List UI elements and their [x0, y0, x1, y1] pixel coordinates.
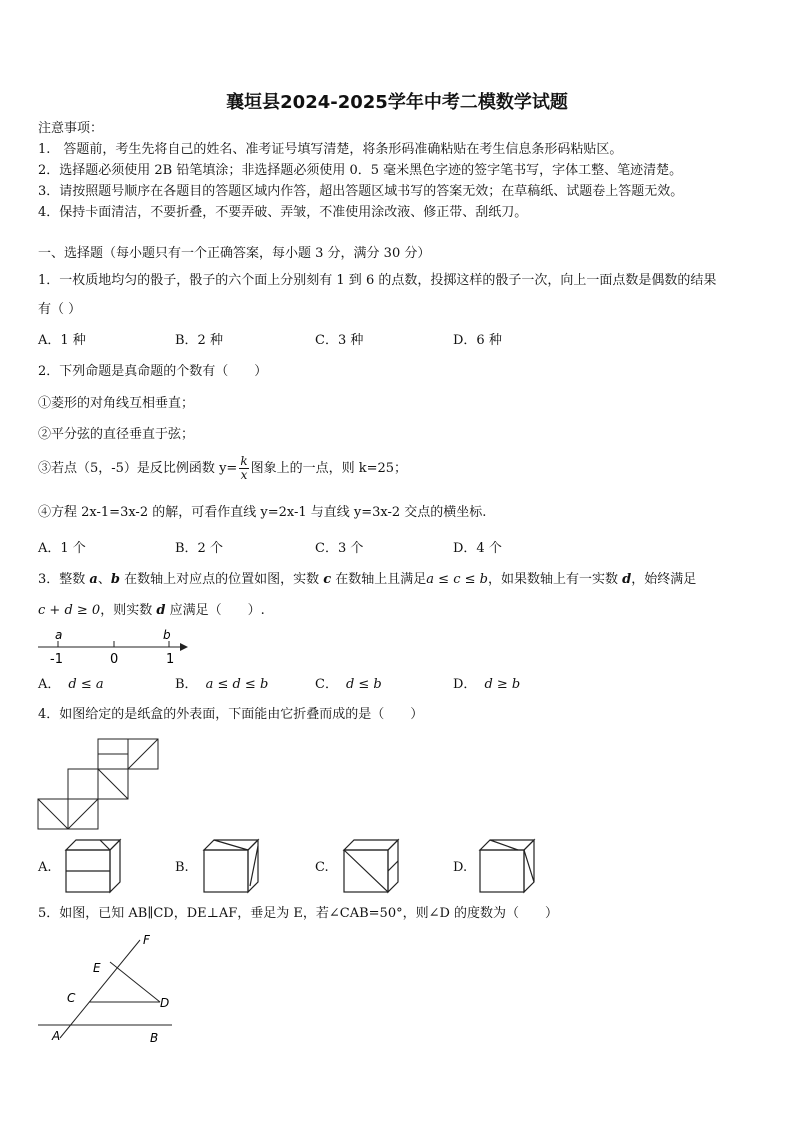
q2-statement-1: ①菱形的对角线互相垂直； [38, 396, 195, 411]
q2-statement-4: ④方程 2x-1=3x-2 的解，可看作直线 y=2x-1 与直线 y=3x-2 交点的横坐标. [38, 505, 487, 520]
q2-statement-3 [38, 454, 407, 484]
tick-label: 0 [110, 652, 119, 667]
point-label-a: a [55, 628, 63, 642]
cube-net-figure [36, 737, 166, 831]
cube-top-mark [490, 840, 518, 850]
net-square-mark [38, 799, 68, 829]
q2-option-d: D．4 个 [453, 541, 502, 556]
q2-option-a: A．1 个 [38, 541, 86, 556]
label-f: F [143, 933, 150, 947]
q1-stem-line2: 有（ ） [38, 302, 82, 317]
fraction-denominator: x [240, 468, 248, 482]
q3-option-b [175, 677, 268, 693]
label-a: A [52, 1029, 61, 1043]
q2-option-b: B．2 个 [175, 541, 223, 556]
number-line-arrow [180, 643, 188, 651]
q2-statement-2: ②平分弦的直径垂直于弦； [38, 427, 195, 442]
cube-option-d [474, 836, 540, 896]
q4-option-d: D. [453, 860, 468, 875]
option-letter: D． [453, 677, 477, 692]
var-b: b [110, 572, 120, 587]
fraction-numerator: k [240, 454, 248, 468]
notice-item-1: 1. 答题前，考生先将自己的姓名、准考证号填写清楚，将条形码准确粘贴在考生信息条形码粘贴区。 [38, 142, 623, 157]
condition-c-plus-d: c + d ≥ 0 [38, 603, 101, 618]
tick-label: -1 [50, 652, 63, 667]
q3-stem-line2 [38, 603, 265, 619]
q2-option-c: C．3 个 [315, 541, 364, 556]
net-square-mark [68, 799, 98, 829]
cube-front-face [480, 850, 524, 892]
tick-label: 1 [166, 652, 175, 667]
cube-side-mark [524, 850, 534, 882]
option-expr: a ≤ d ≤ b [205, 677, 269, 692]
q1-stem-line1: 1．一枚质地均匀的骰子，骰子的六个面上分别刻有 1 到 6 的点数，投掷这样的骰子一次，向上一面点数是偶数的结果 [38, 273, 717, 288]
cube-option-c [338, 836, 404, 896]
q3-text: ，如果数轴上有一实数 [487, 572, 623, 587]
point-label-b: b [163, 628, 171, 642]
q2-s3-text-b: 图象上的一点，则 k=25； [250, 461, 408, 476]
cube-top-mark [214, 840, 248, 850]
cube-side-face [248, 840, 258, 892]
label-e: E [93, 961, 101, 975]
page-title: 襄垣县2024-2025学年中考二模数学试题 [226, 92, 568, 113]
notice-item-3: 3．请按照题号顺序在各题目的答题区域内作答，超出答题区域书写的答案无效；在草稿纸、试题卷上答题无效。 [38, 184, 684, 199]
net-square [68, 769, 98, 799]
cube-option-b [198, 836, 264, 896]
q3-option-c [315, 677, 382, 693]
q4-stem: 4．如图给定的是纸盒的外表面，下面能由它折叠而成的是（ ） [38, 707, 424, 722]
var-c: c [323, 572, 332, 587]
q2-s3-text-a: ③若点（5，-5）是反比例函数 y= [38, 461, 238, 476]
q3-text: 3．整数 [38, 572, 90, 587]
q1-option-d: D．6 种 [453, 333, 502, 348]
q1-option-b: B．2 种 [175, 333, 223, 348]
fraction-k-over-x [239, 455, 248, 482]
net-square-mark [128, 739, 158, 769]
cube-top-mark [100, 840, 110, 850]
q3-text: 在数轴上对应点的位置如图，实数 [119, 572, 324, 587]
label-c: C [67, 991, 76, 1005]
net-square-mark [98, 769, 128, 799]
section-heading: 一、选择题（每小题只有一个正确答案，每小题 3 分，满分 30 分） [38, 246, 431, 261]
q4-option-b: B. [175, 860, 189, 875]
cube-side-face [110, 840, 120, 892]
var-a: a [89, 572, 98, 587]
q1-option-c: C．3 种 [315, 333, 364, 348]
option-expr: d ≤ b [345, 677, 382, 692]
q4-option-a: A. [38, 860, 52, 875]
q5-stem: 5．如图，已知 AB∥CD，DE⊥AF，垂足为 E，若∠CAB=50°，则∠D 的度数为（ ） [38, 906, 559, 921]
q3-text: 在数轴上且满足 [331, 572, 427, 587]
cube-side-mark [250, 846, 258, 886]
option-expr: d ≥ b [484, 677, 521, 692]
q3-option-a [38, 677, 104, 693]
q3-stem-line1 [38, 572, 696, 588]
option-letter: C． [315, 677, 338, 692]
q3-text: ，则实数 [100, 603, 157, 618]
notice-item-2: 2．选择题必须使用 2B 铅笔填涂；非选择题必须使用 0．5 毫米黑色字迹的签字笔书写，字体工整、笔迹清楚。 [38, 163, 683, 178]
cube-front-face [204, 850, 248, 892]
option-letter: A． [38, 677, 61, 692]
cube-option-a [60, 836, 126, 896]
cube-side-mark [388, 861, 398, 871]
line-de [110, 962, 160, 1002]
q3-text: 应满足（ ）. [165, 603, 265, 618]
q3-option-d [453, 677, 520, 693]
cube-front-mark [344, 850, 388, 892]
label-b: B [150, 1031, 159, 1045]
label-d: D [160, 996, 170, 1010]
condition-a-c-b: a ≤ c ≤ b [426, 572, 488, 587]
q3-text: ，始终满足 [631, 572, 697, 587]
line-af [60, 940, 140, 1038]
var-d: d [156, 603, 166, 618]
option-letter: B． [175, 677, 198, 692]
option-expr: d ≤ a [68, 677, 104, 692]
notice-heading: 注意事项： [38, 121, 104, 136]
geometry-figure [36, 932, 176, 1048]
q4-option-c: C. [315, 860, 329, 875]
q1-option-a: A．1 种 [38, 333, 86, 348]
number-line-figure [36, 626, 196, 668]
notice-item-4: 4．保持卡面清洁，不要折叠，不要弄破、弄皱，不准使用涂改液、修正带、刮纸刀。 [38, 205, 528, 220]
q3-text: 、 [97, 572, 111, 587]
var-d: d [622, 572, 632, 587]
q2-stem: 2．下列命题是真命题的个数有（ ） [38, 364, 268, 379]
